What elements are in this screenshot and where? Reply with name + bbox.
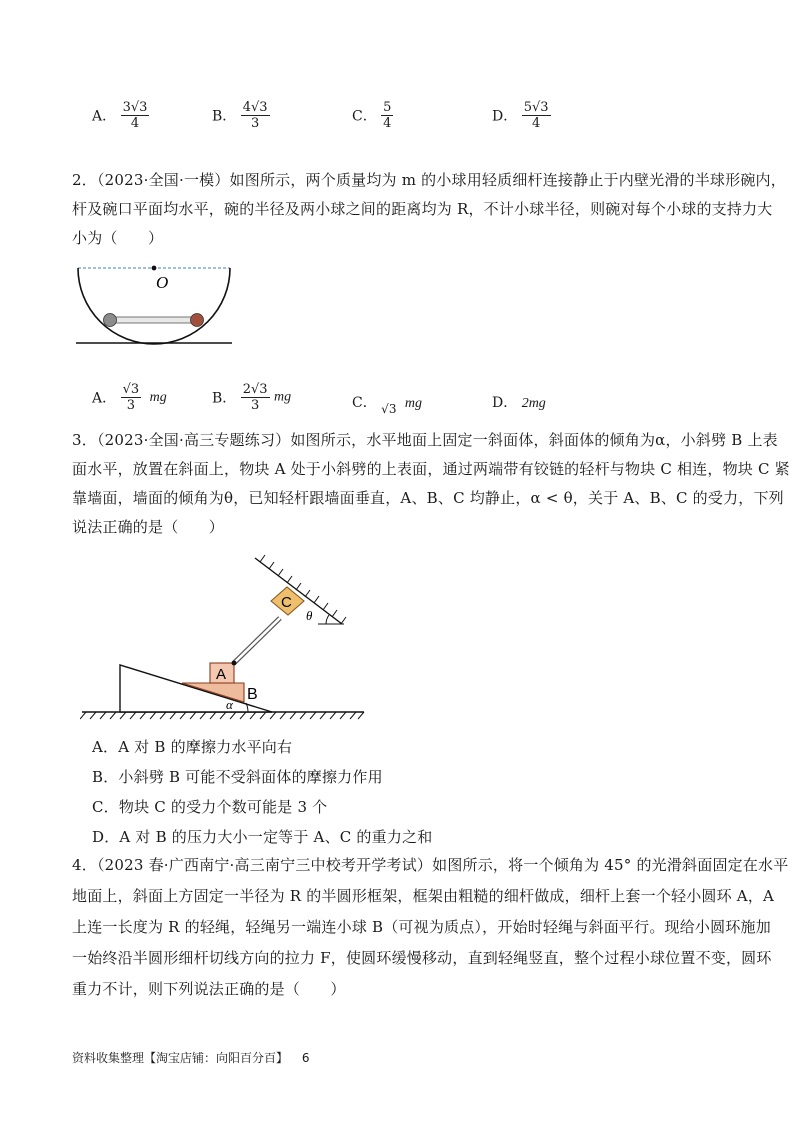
q4-line-1: 4．（2023 春·广西南宁·高三南宁三中校考开学考试）如图所示，将一个倾角为 45° 的光滑斜面固定在水平 (72, 856, 789, 874)
q3-stem (72, 426, 790, 542)
q4-line-5: 重力不计，则下列说法正确的是（ ） (72, 980, 346, 998)
numerator: √3 (122, 382, 140, 397)
q2-option-b (212, 382, 291, 413)
q3-line-2: 面水平，放置在斜面上，物块 A 处于小斜劈的上表面，通过两端带有铰链的轻杆与物块 C 相连，物块 C 紧 (72, 460, 790, 478)
label-b: B (247, 686, 258, 703)
incline-figure (80, 550, 370, 720)
q3-option-d: D．A 对 B 的压力大小一定等于 A、C 的重力之和 (92, 828, 433, 846)
bowl-arc (78, 268, 230, 344)
q3-option-c: C．物块 C 的受力个数可能是 3 个 (92, 798, 328, 816)
page-number: 6 (301, 1051, 310, 1065)
q1-option-d (492, 100, 551, 131)
numerator: 2√3 (242, 382, 268, 397)
q2-line-3: 小为（ ） (72, 229, 164, 247)
ground-hatch (80, 712, 364, 719)
label-theta: θ (306, 608, 313, 623)
q1-option-a (92, 100, 149, 131)
q4-line-4: 一始终沿半圆形细杆切线方向的拉力 F，使圆环缓慢移动，直到轻绳竖直，整个过程小球位置不变，圆环 (72, 949, 772, 967)
denominator: 3 (126, 398, 135, 413)
q3-option-b: B．小斜劈 B 可能不受斜面体的摩擦力作用 (92, 768, 383, 786)
label-a: A (216, 666, 227, 683)
q3-line-4: 说法正确的是（ ） (72, 518, 225, 536)
q4-stem (72, 850, 788, 1005)
q2-option-a (92, 382, 167, 413)
label-alpha: α (226, 697, 233, 712)
option-unit: mg (149, 389, 167, 405)
page-footer (72, 1049, 309, 1066)
option-letter: B． (212, 108, 237, 125)
label-c: C (281, 594, 292, 611)
denominator: 3 (251, 398, 260, 413)
denominator: 4 (383, 116, 392, 131)
option-letter: B． (212, 390, 237, 407)
q2-option-d (492, 392, 546, 412)
option-letter: D． (492, 395, 518, 411)
rod (112, 317, 196, 323)
denominator: 4 (130, 116, 140, 131)
center-label: O (156, 273, 169, 292)
numerator: 5 (383, 100, 392, 115)
denominator: 3 (251, 116, 260, 131)
q2-line-1: 2．（2023·全国·一模）如图所示，两个质量均为 m 的小球用轻质细杆连接静止于内壁光滑的半球形碗内， (72, 171, 786, 189)
q2-option-c (352, 392, 423, 416)
numerator: 3√3 (122, 100, 148, 115)
wall-line (255, 558, 342, 624)
q3-option-a: A．A 对 B 的摩擦力水平向右 (92, 738, 293, 756)
option-unit: mg (404, 396, 423, 411)
numerator: 5√3 (523, 100, 549, 115)
q3-line-1: 3．（2023·全国·高三专题练习）如图所示，水平地面上固定一斜面体，斜面体的倾角为α，小斜劈 B 上表 (72, 431, 778, 449)
theta-arc (326, 615, 329, 624)
rod (234, 618, 280, 663)
option-value: √3 (381, 402, 397, 416)
wall-hatch (260, 555, 346, 624)
option-letter: C． (352, 108, 377, 125)
option-letter: C． (352, 395, 377, 411)
option-letter: D． (492, 108, 518, 125)
ball-right (191, 314, 204, 327)
q3-options (92, 732, 432, 852)
q2-line-2: 杆及碗口平面均水平，碗的半径及两小球之间的距离均为 R，不计小球半径，则碗对每个小球的支持力大 (72, 200, 773, 218)
ball-left (104, 314, 117, 327)
numerator: 4√3 (242, 100, 268, 115)
option-letter: A． (92, 390, 117, 407)
denominator: 4 (531, 116, 541, 131)
q1-option-b (212, 100, 270, 131)
option-unit: mg (274, 389, 292, 405)
footer-text: 资料收集整理【淘宝店铺：向阳百分百】 (72, 1051, 289, 1065)
q3-line-3: 靠墙面，墙面的倾角为θ，已知轻杆跟墙面垂直，A、B、C 均静止，α < θ，关于 A、B、C 的受力，下列 (72, 489, 784, 507)
q4-line-3: 上连一长度为 R 的轻绳，轻绳另一端连小球 B（可视为质点），开始时轻绳与斜面平行。现给小圆环施加 (72, 918, 771, 936)
bowl-figure (72, 260, 242, 352)
option-letter: A． (92, 108, 117, 125)
q4-line-2: 地面上，斜面上方固定一半径为 R 的半圆形框架，框架由粗糙的细杆做成，细杆上套一个轻小圆环 A，A (72, 887, 775, 905)
center-dot (152, 266, 157, 271)
q1-option-c (352, 100, 393, 131)
hinge-a (232, 661, 237, 666)
option-value: 2mg (521, 396, 546, 411)
q2-stem (72, 166, 786, 253)
